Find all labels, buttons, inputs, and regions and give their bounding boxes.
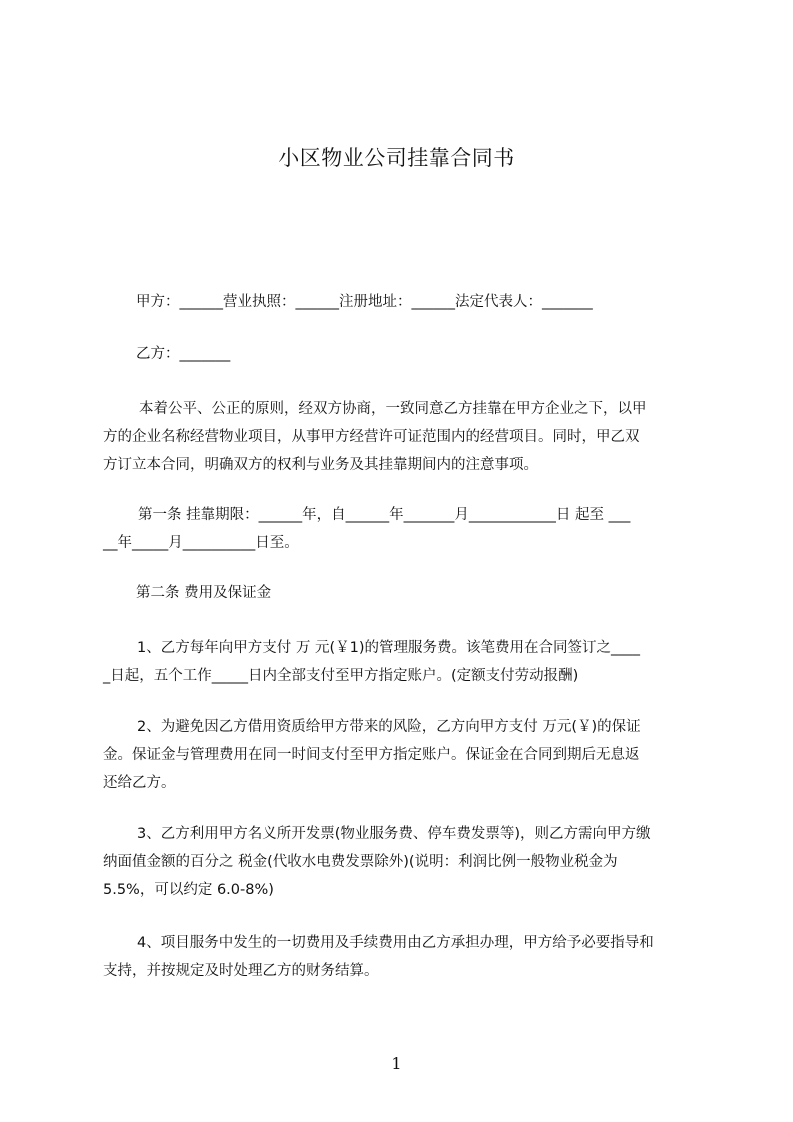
document-title: 小区物业公司挂靠合同书 (278, 146, 515, 170)
clause3-line: 5.5%，可以约定 6.0-8%) (103, 882, 274, 898)
clause4-line: 4、项目服务中发生的一切费用及手续费用由乙方承担办理，甲方给予必要指导和 (137, 935, 654, 951)
clause1-paragraph (103, 634, 703, 690)
article1-line: __年_____月__________日至。 (103, 535, 299, 551)
party-b-line (103, 340, 703, 368)
clause3-line: 3、乙方利用甲方名义所开发票(物业服务费、停车费发票等)，则乙方需向甲方缴 (137, 826, 651, 842)
clause1-line: 1、乙方每年向甲方支付 万 元(￥1)的管理服务费。该笔费用在合同签订之____ (137, 640, 640, 656)
clause3-paragraph (103, 820, 703, 904)
clause3-line: 纳面值金额的百分之 税金(代收水电费发票除外)(说明：利润比例一般物业税金为 (103, 854, 618, 870)
intro-paragraph (103, 395, 703, 479)
clause4-paragraph (103, 929, 703, 985)
intro-line: 本着公平、公正的原则，经双方协商，一致同意乙方挂靠在甲方企业之下，以甲 (139, 401, 647, 417)
intro-line: 方的企业名称经营物业项目，从事甲方经营许可证范围内的经营项目。同时，甲乙双 (103, 429, 640, 445)
clause1-line: _日起，五个工作_____日内全部支付至甲方指定账户。(定额支付劳动报酬) (103, 668, 579, 684)
article1-line: 第一条 挂靠期限：______年，自______年_______月____________日 起至 ___ (138, 507, 631, 523)
party-b-text: 乙方：_______ (136, 346, 231, 362)
party-a-line (103, 288, 703, 316)
page-number: 1 (391, 1054, 402, 1073)
clause2-paragraph (103, 713, 703, 797)
clause2-line: 2、为避免因乙方借用资质给甲方带来的风险，乙方向甲方支付 万元(￥)的保证 (137, 719, 641, 735)
clause4-line: 支持，并按规定及时处理乙方的财务结算。 (103, 963, 379, 979)
article2-heading-text: 第二条 费用及保证金 (136, 585, 272, 601)
intro-line: 方订立本合同，明确双方的权利与业务及其挂靠期间内的注意事项。 (103, 457, 538, 473)
article2-heading (103, 579, 703, 607)
party-a-text: 甲方：______营业执照：______注册地址：______法定代表人：_______ (136, 294, 593, 310)
clause2-line: 还给乙方。 (103, 775, 176, 791)
clause2-line: 金。保证金与管理费用在同一时间支付至甲方指定账户。保证金在合同到期后无息返 (103, 747, 640, 763)
article1-paragraph (103, 501, 703, 557)
